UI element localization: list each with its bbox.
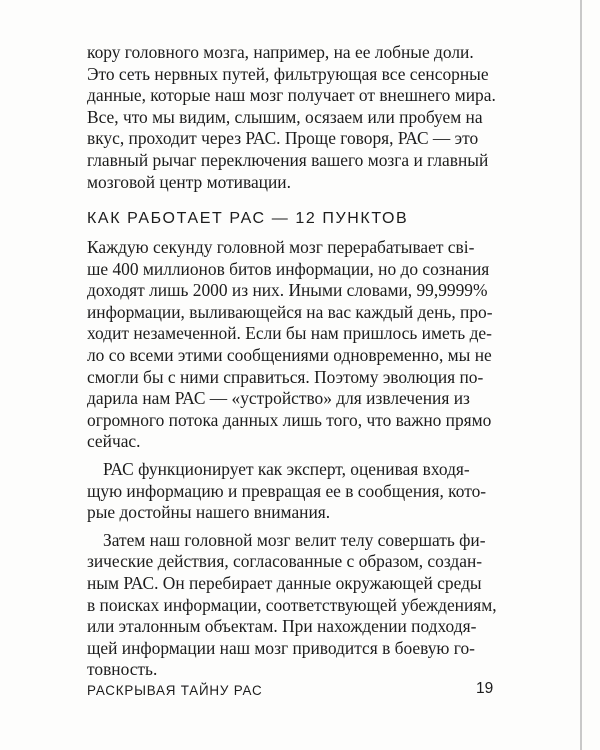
text-line: огромного потока данных лишь того, что важно прямо: [87, 409, 492, 430]
section-heading: КАК РАБОТАЕТ РАС — 12 ПУНКТОВ: [87, 210, 409, 227]
text-line: ным РАС. Он перебирает данные окружающей среды: [87, 572, 482, 593]
intro-paragraph: [87, 42, 507, 193]
text-line: или эталонным объектам. При нахождении подходя-: [87, 616, 477, 637]
paragraph-2: [87, 459, 507, 524]
text-line: информации, выливающейся на вас каждый день, про-: [87, 301, 493, 322]
text-line: зические действия, согласованные с образом, создан-: [87, 551, 483, 572]
text-line: Все, что мы видим, слышим, осязаем или пробуем на: [87, 106, 483, 127]
text-line: главный рычаг переключения вашего мозга и главный: [87, 149, 489, 170]
text-line: сейчас.: [87, 431, 141, 452]
page-edge: [580, 0, 582, 750]
text-line: кору головного мозга, например, на ее лобные доли.: [87, 42, 474, 62]
text-line: ходит незамеченной. Если бы нам пришлось иметь де-: [87, 323, 492, 344]
text-line: товность.: [87, 659, 158, 680]
paragraph-1: [87, 237, 507, 453]
text-line: РАС функционирует как эксперт, оценивая входя-: [103, 458, 470, 479]
text-line: Затем наш головной мозг велит телу совершать фи-: [103, 529, 486, 550]
text-line: дарила нам РАС — «устройство» для извлечения из: [87, 388, 470, 409]
running-title: РАСКРЫВАЯ ТАЙНУ РАС: [87, 683, 263, 698]
paragraph-3: [87, 530, 507, 681]
text-line: щей информации наш мозг приводится в боевую го-: [87, 637, 475, 658]
text-line: Каждую секунду головной мозг перерабатывает сві-: [87, 237, 475, 257]
text-line: ше 400 миллионов битов информации, но до сознания: [87, 258, 490, 279]
text-line: щую информацию и превращая ее в сообщения, кото-: [87, 480, 487, 501]
text-line: Это сеть нервных путей, фильтрующая все сенсорные: [87, 63, 489, 84]
page-number: 19: [476, 680, 494, 697]
text-line: в поисках информации, соответствующей убеждениям,: [87, 594, 497, 615]
text-line: ло со всеми этими сообщениями одновременно, мы не: [87, 344, 492, 365]
text-line: вкус, проходит через РАС. Проще говоря, РАС — это: [87, 128, 479, 149]
text-line: данные, которые наш мозг получает от внешнего мира.: [87, 85, 496, 106]
text-line: смогли бы с ними справиться. Поэтому эволюция по-: [87, 366, 484, 387]
text-line: мозговой центр мотивации.: [87, 171, 291, 192]
text-line: рые достойны нашего внимания.: [87, 502, 331, 523]
body-text: [87, 237, 507, 687]
text-line: доходят лишь 2000 из них. Иными словами, 99,9999%: [87, 280, 488, 301]
